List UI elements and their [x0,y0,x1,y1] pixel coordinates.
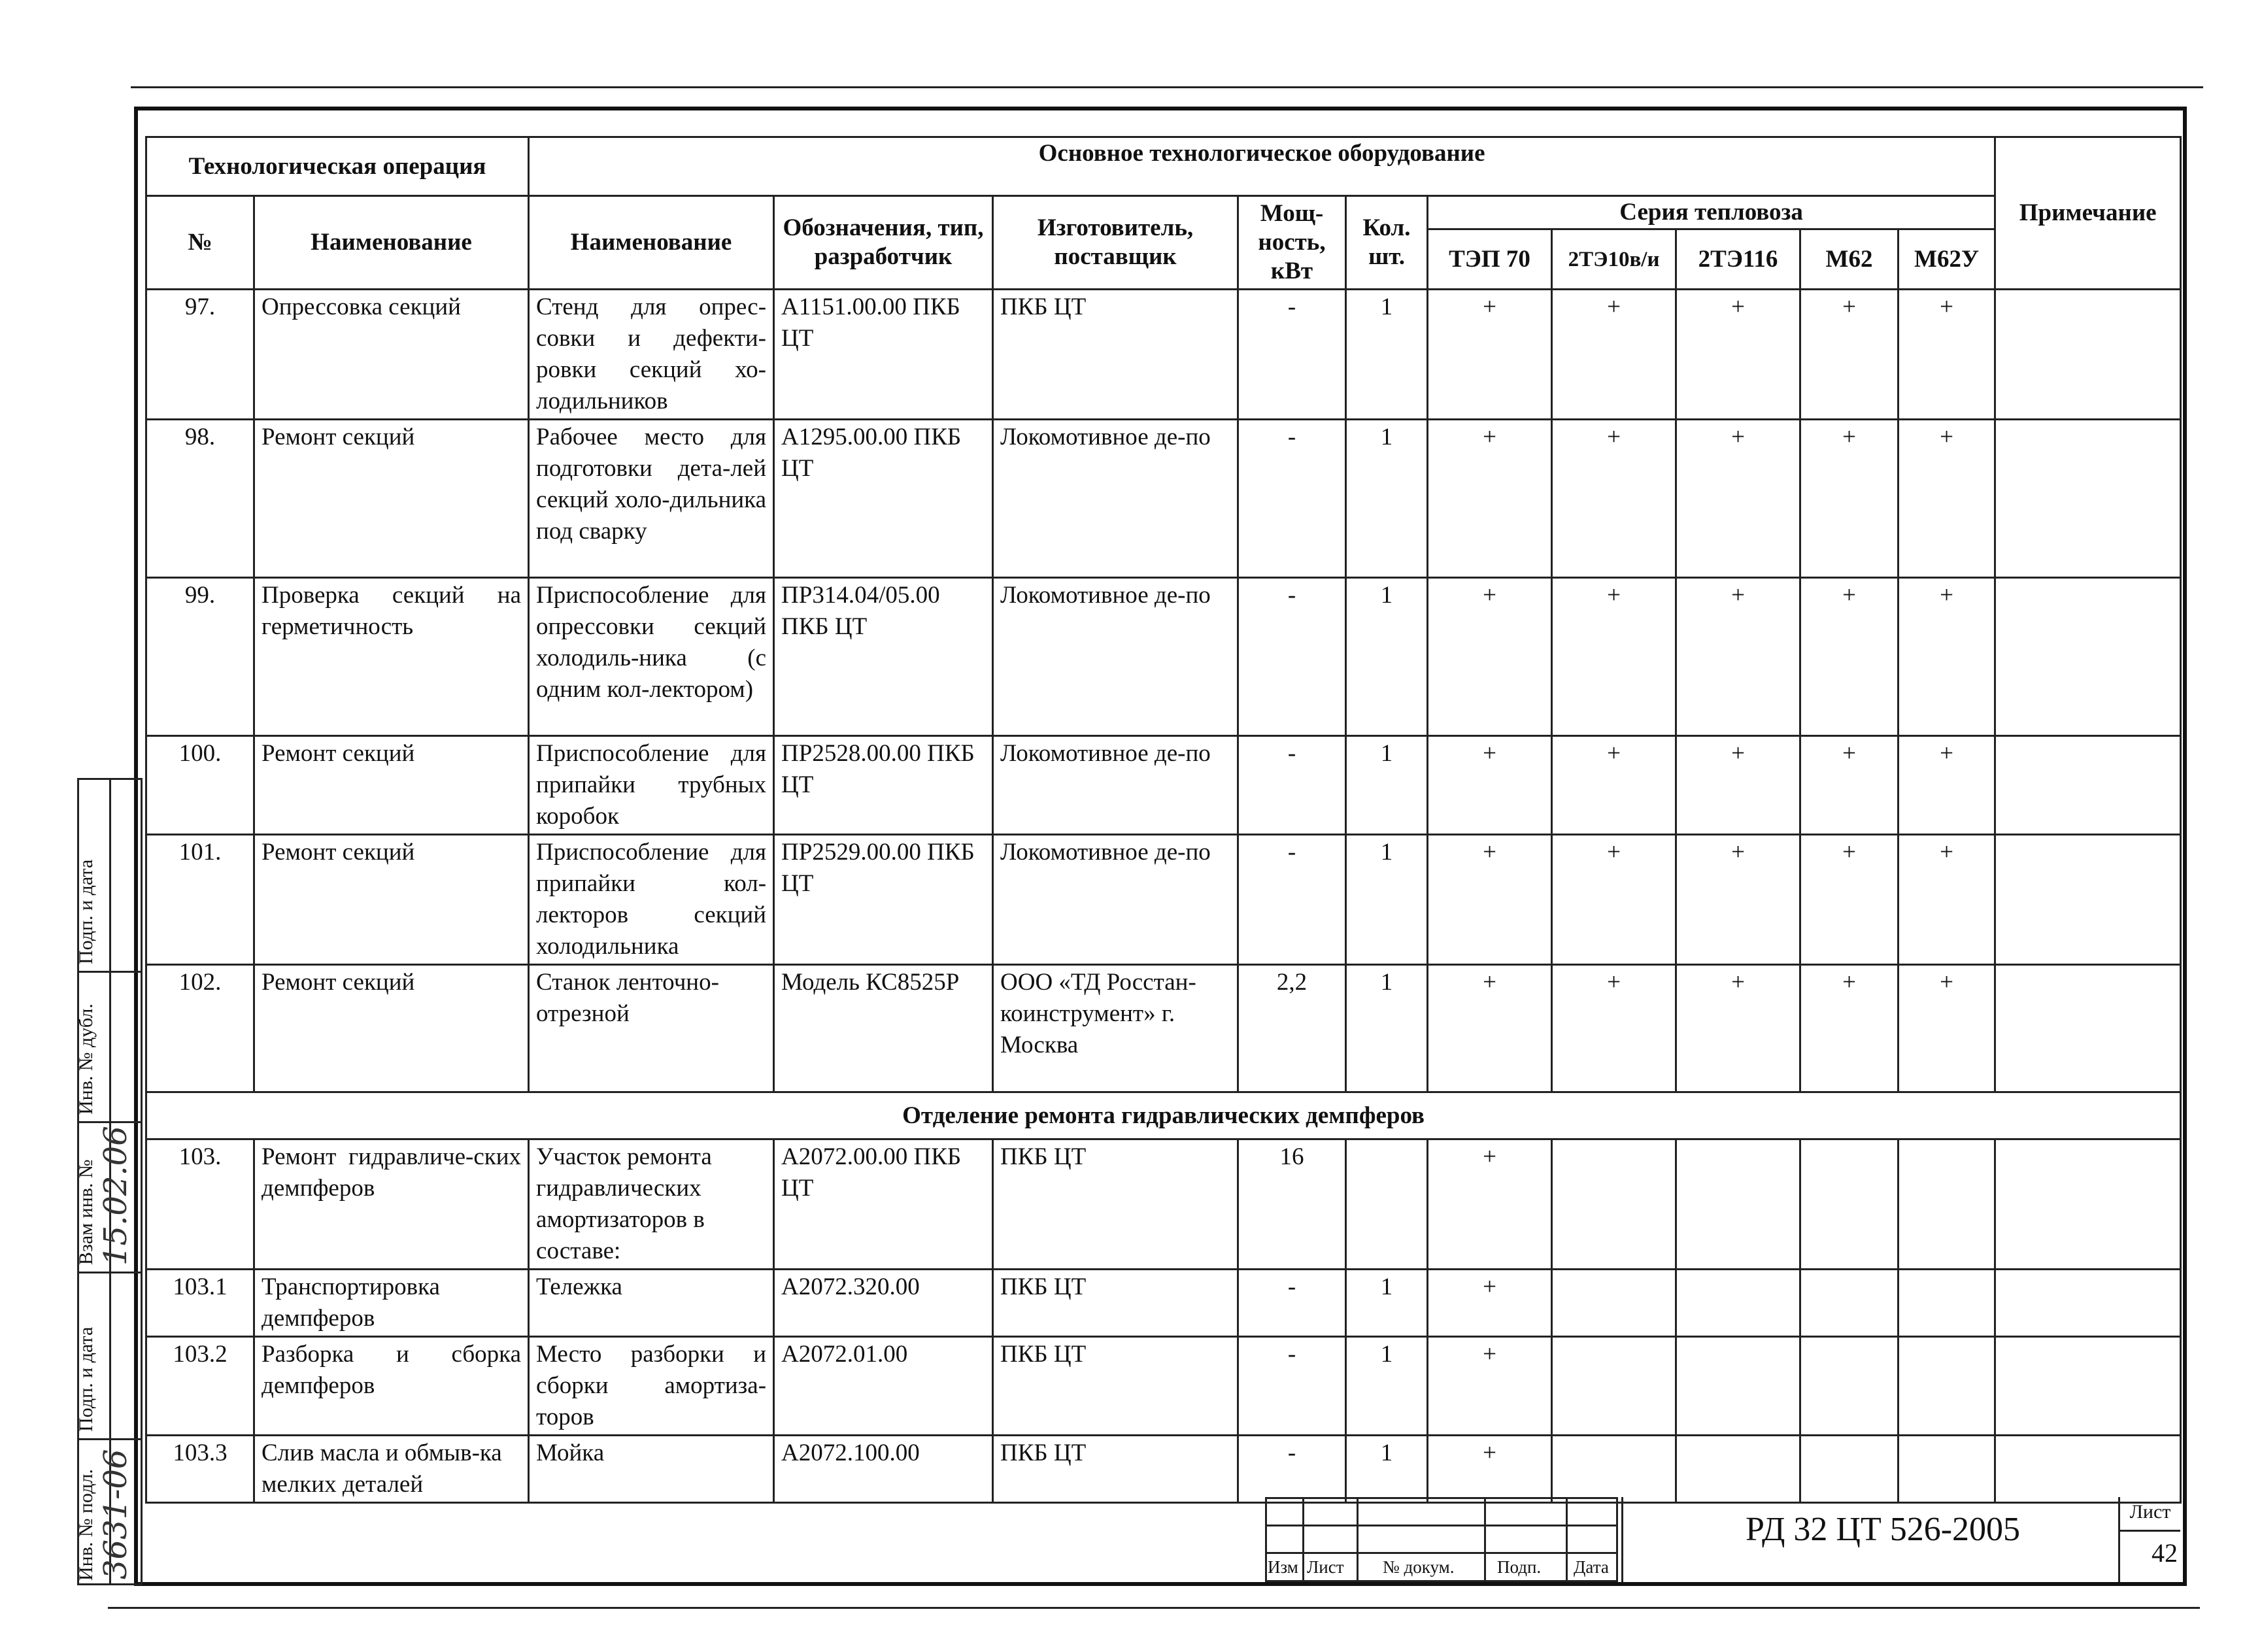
row-mfr: ПКБ ЦТ [993,1270,1238,1337]
row-s3 [1676,1436,1800,1503]
row-op: Слив масла и обмыв-ка мелких деталей [254,1436,529,1503]
eq-name-header: Наименование [529,196,774,290]
table-row [146,1139,2181,1270]
section-title: Отделение ремонта гидравлических демпферов [146,1092,2181,1139]
row-s1: + [1428,736,1552,835]
row-s2 [1552,1139,1676,1270]
row-qty: 1 [1346,835,1428,965]
series-2te10: 2ТЭ10в/и [1552,229,1676,290]
row-des: А1295.00.00 ПКБ ЦТ [774,420,993,578]
row-eq: Мойка [529,1436,774,1503]
row-s1: + [1428,578,1552,736]
row-des: Модель КС8525Р [774,965,993,1092]
stamp-list: Лист [1307,1557,1344,1577]
table-row [146,835,2181,965]
table-row [146,1270,2181,1337]
table-row [146,1337,2181,1436]
row-des: ПР2528.00.00 ПКБ ЦТ [774,736,993,835]
series-2te116: 2ТЭ116 [1676,229,1800,290]
row-num: 103. [146,1139,254,1270]
row-mfr: Локомотивное де-по [993,578,1238,736]
row-s5: + [1899,965,1995,1092]
row-note [1995,1337,2181,1436]
row-note [1995,965,2181,1092]
row-op: Разборка и сборка демпферов [254,1337,529,1436]
row-num: 97. [146,290,254,420]
row-s4 [1800,1270,1899,1337]
row-num: 103.3 [146,1436,254,1503]
row-s2: + [1552,578,1676,736]
row-num: 98. [146,420,254,578]
row-qty: 1 [1346,965,1428,1092]
row-eq: Приспособление для припайки трубных коробок [529,736,774,835]
row-s4: + [1800,965,1899,1092]
designation-header: Обозначения, тип, разработчик [774,196,993,290]
row-power: 2,2 [1238,965,1346,1092]
stamp-docnum: № докум. [1383,1557,1455,1577]
row-s5: + [1899,578,1995,736]
row-eq: Тележка [529,1270,774,1337]
row-note [1995,1139,2181,1270]
row-power: - [1238,1270,1346,1337]
row-s1: + [1428,290,1552,420]
row-s4: + [1800,290,1899,420]
row-mfr: ООО «ТД Росстан-коинструмент» г. Москва [993,965,1238,1092]
table-row [146,578,2181,736]
row-s5 [1899,1436,1995,1503]
row-power: - [1238,1436,1346,1503]
sheet-number: 42 [2152,1538,2178,1568]
row-eq: Станок ленточно-отрезной [529,965,774,1092]
table-row [146,1436,2181,1503]
row-s5 [1899,1139,1995,1270]
row-des: ПР2529.00.00 ПКБ ЦТ [774,835,993,965]
row-eq: Место разборки и сборки амортиза-торов [529,1337,774,1436]
stamp-izm: Изм [1268,1557,1298,1577]
row-op: Опрессовка секций [254,290,529,420]
row-s2: + [1552,420,1676,578]
row-mfr: Локомотивное де-по [993,420,1238,578]
equipment-table [145,136,2182,1504]
header-row-1 [146,137,2181,196]
row-op: Ремонт секций [254,420,529,578]
row-s5: + [1899,420,1995,578]
row-mfr: ПКБ ЦТ [993,290,1238,420]
row-s2 [1552,1337,1676,1436]
row-note [1995,578,2181,736]
row-qty: 1 [1346,736,1428,835]
row-op: Ремонт гидравличе-ских демпферов [254,1139,529,1270]
row-num: 99. [146,578,254,736]
stamp-divider [1621,1497,1623,1582]
row-num: 100. [146,736,254,835]
row-power: - [1238,290,1346,420]
row-mfr: ПКБ ЦТ [993,1436,1238,1503]
qty-header: Кол. шт. [1346,196,1428,290]
row-num: 103.2 [146,1337,254,1436]
row-s4 [1800,1139,1899,1270]
row-s4: + [1800,420,1899,578]
row-note [1995,835,2181,965]
section-row [146,1092,2181,1139]
row-des: А2072.01.00 [774,1337,993,1436]
row-s5 [1899,1337,1995,1436]
row-power: - [1238,578,1346,736]
table-row [146,290,2181,420]
row-power: - [1238,736,1346,835]
row-s3 [1676,1270,1800,1337]
row-qty: 1 [1346,290,1428,420]
row-s2 [1552,1436,1676,1503]
header-row-2 [146,196,2181,229]
row-s3: + [1676,290,1800,420]
handwritten-date: 15.02.06 [97,1126,134,1266]
row-note [1995,420,2181,578]
row-qty: 1 [1346,578,1428,736]
row-s1: + [1428,420,1552,578]
sheet-label: Лист [2129,1501,2171,1523]
row-op: Проверка секций на герметичность [254,578,529,736]
row-s5: + [1899,290,1995,420]
row-num: 103.1 [146,1270,254,1337]
row-s4: + [1800,835,1899,965]
row-num: 102. [146,965,254,1092]
series-m62u: М62У [1899,229,1995,290]
row-eq: Приспособление для опрессовки секций холодиль-ника (с одним кол-лектором) [529,578,774,736]
side-label-sign-date-1: Подп. и дата [75,859,97,964]
bottom-rule [108,1607,2200,1609]
row-note [1995,290,2181,420]
table-row [146,420,2181,578]
row-s1: + [1428,965,1552,1092]
row-eq: Приспособление для припайки кол-лекторов секций холодильника [529,835,774,965]
table-row [146,736,2181,835]
row-des: А2072.320.00 [774,1270,993,1337]
row-eq: Рабочее место для подготовки дета-лей секций холо-дильника под сварку [529,420,774,578]
row-op: Ремонт секций [254,835,529,965]
op-name-header: Наименование [254,196,529,290]
row-note [1995,1270,2181,1337]
sheet-box [2118,1497,2180,1582]
row-s3 [1676,1337,1800,1436]
row-s5 [1899,1270,1995,1337]
series-header: Серия тепловоза [1428,196,1995,229]
row-op: Ремонт секций [254,736,529,835]
row-mfr: Локомотивное де-по [993,736,1238,835]
side-label-sign-date-2: Подп. и дата [75,1326,97,1432]
row-mfr: ПКБ ЦТ [993,1337,1238,1436]
row-s5: + [1899,835,1995,965]
row-num: 101. [146,835,254,965]
row-s4 [1800,1337,1899,1436]
main-equipment-header: Основное технологическое оборудование [529,137,1995,196]
row-qty: 1 [1346,1337,1428,1436]
row-s3 [1676,1139,1800,1270]
row-s5: + [1899,736,1995,835]
row-eq: Стенд для опрес-совки и дефекти-ровки секций хо-лодильников [529,290,774,420]
row-s2: + [1552,736,1676,835]
power-header: Мощ-ность, кВт [1238,196,1346,290]
side-label-dup-inv: Инв. № дубл. [75,1003,97,1115]
stamp-data: Дата [1574,1557,1609,1577]
series-m62: М62 [1800,229,1899,290]
stamp-podp: Подп. [1497,1557,1542,1577]
row-qty: 1 [1346,1270,1428,1337]
row-power: 16 [1238,1139,1346,1270]
row-power: - [1238,835,1346,965]
row-eq: Участок ремонта гидравлических амортизаторов в составе: [529,1139,774,1270]
row-note [1995,1436,2181,1503]
side-label-orig-inv: Инв. № подл. [75,1469,97,1581]
top-rule [131,86,2203,88]
row-qty [1346,1139,1428,1270]
row-s1: + [1428,835,1552,965]
row-s3: + [1676,420,1800,578]
row-mfr: Локомотивное де-по [993,835,1238,965]
row-op: Транспортировка демпферов [254,1270,529,1337]
row-power: - [1238,1337,1346,1436]
row-des: А2072.100.00 [774,1436,993,1503]
handwritten-inv-number: 3631-06 [97,1449,134,1579]
series-tep70: ТЭП 70 [1428,229,1552,290]
row-qty: 1 [1346,420,1428,578]
row-s4 [1800,1436,1899,1503]
row-note [1995,736,2181,835]
row-s1: + [1428,1436,1552,1503]
row-des: А2072.00.00 ПКБ ЦТ [774,1139,993,1270]
num-header: № [146,196,254,290]
row-s1: + [1428,1337,1552,1436]
row-power: - [1238,420,1346,578]
row-des: ПР314.04/05.00 ПКБ ЦТ [774,578,993,736]
row-qty: 1 [1346,1436,1428,1503]
table-row [146,965,2181,1092]
row-s3: + [1676,835,1800,965]
side-label-replace-inv: Взам инв. № [75,1159,97,1265]
row-s1: + [1428,1139,1552,1270]
row-s1: + [1428,1270,1552,1337]
row-s4: + [1800,578,1899,736]
row-s4: + [1800,736,1899,835]
row-des: А1151.00.00 ПКБ ЦТ [774,290,993,420]
manufacturer-header: Изготовитель, поставщик [993,196,1238,290]
tech-operation-header: Технологическая операция [146,137,529,196]
row-s3: + [1676,578,1800,736]
document-code: РД 32 ЦТ 526-2005 [1745,1511,2021,1548]
row-op: Ремонт секций [254,965,529,1092]
row-s2 [1552,1270,1676,1337]
row-s3: + [1676,736,1800,835]
row-s3: + [1676,965,1800,1092]
row-s2: + [1552,290,1676,420]
row-s2: + [1552,835,1676,965]
row-s2: + [1552,965,1676,1092]
row-mfr: ПКБ ЦТ [993,1139,1238,1270]
note-header: Примечание [1995,137,2181,290]
